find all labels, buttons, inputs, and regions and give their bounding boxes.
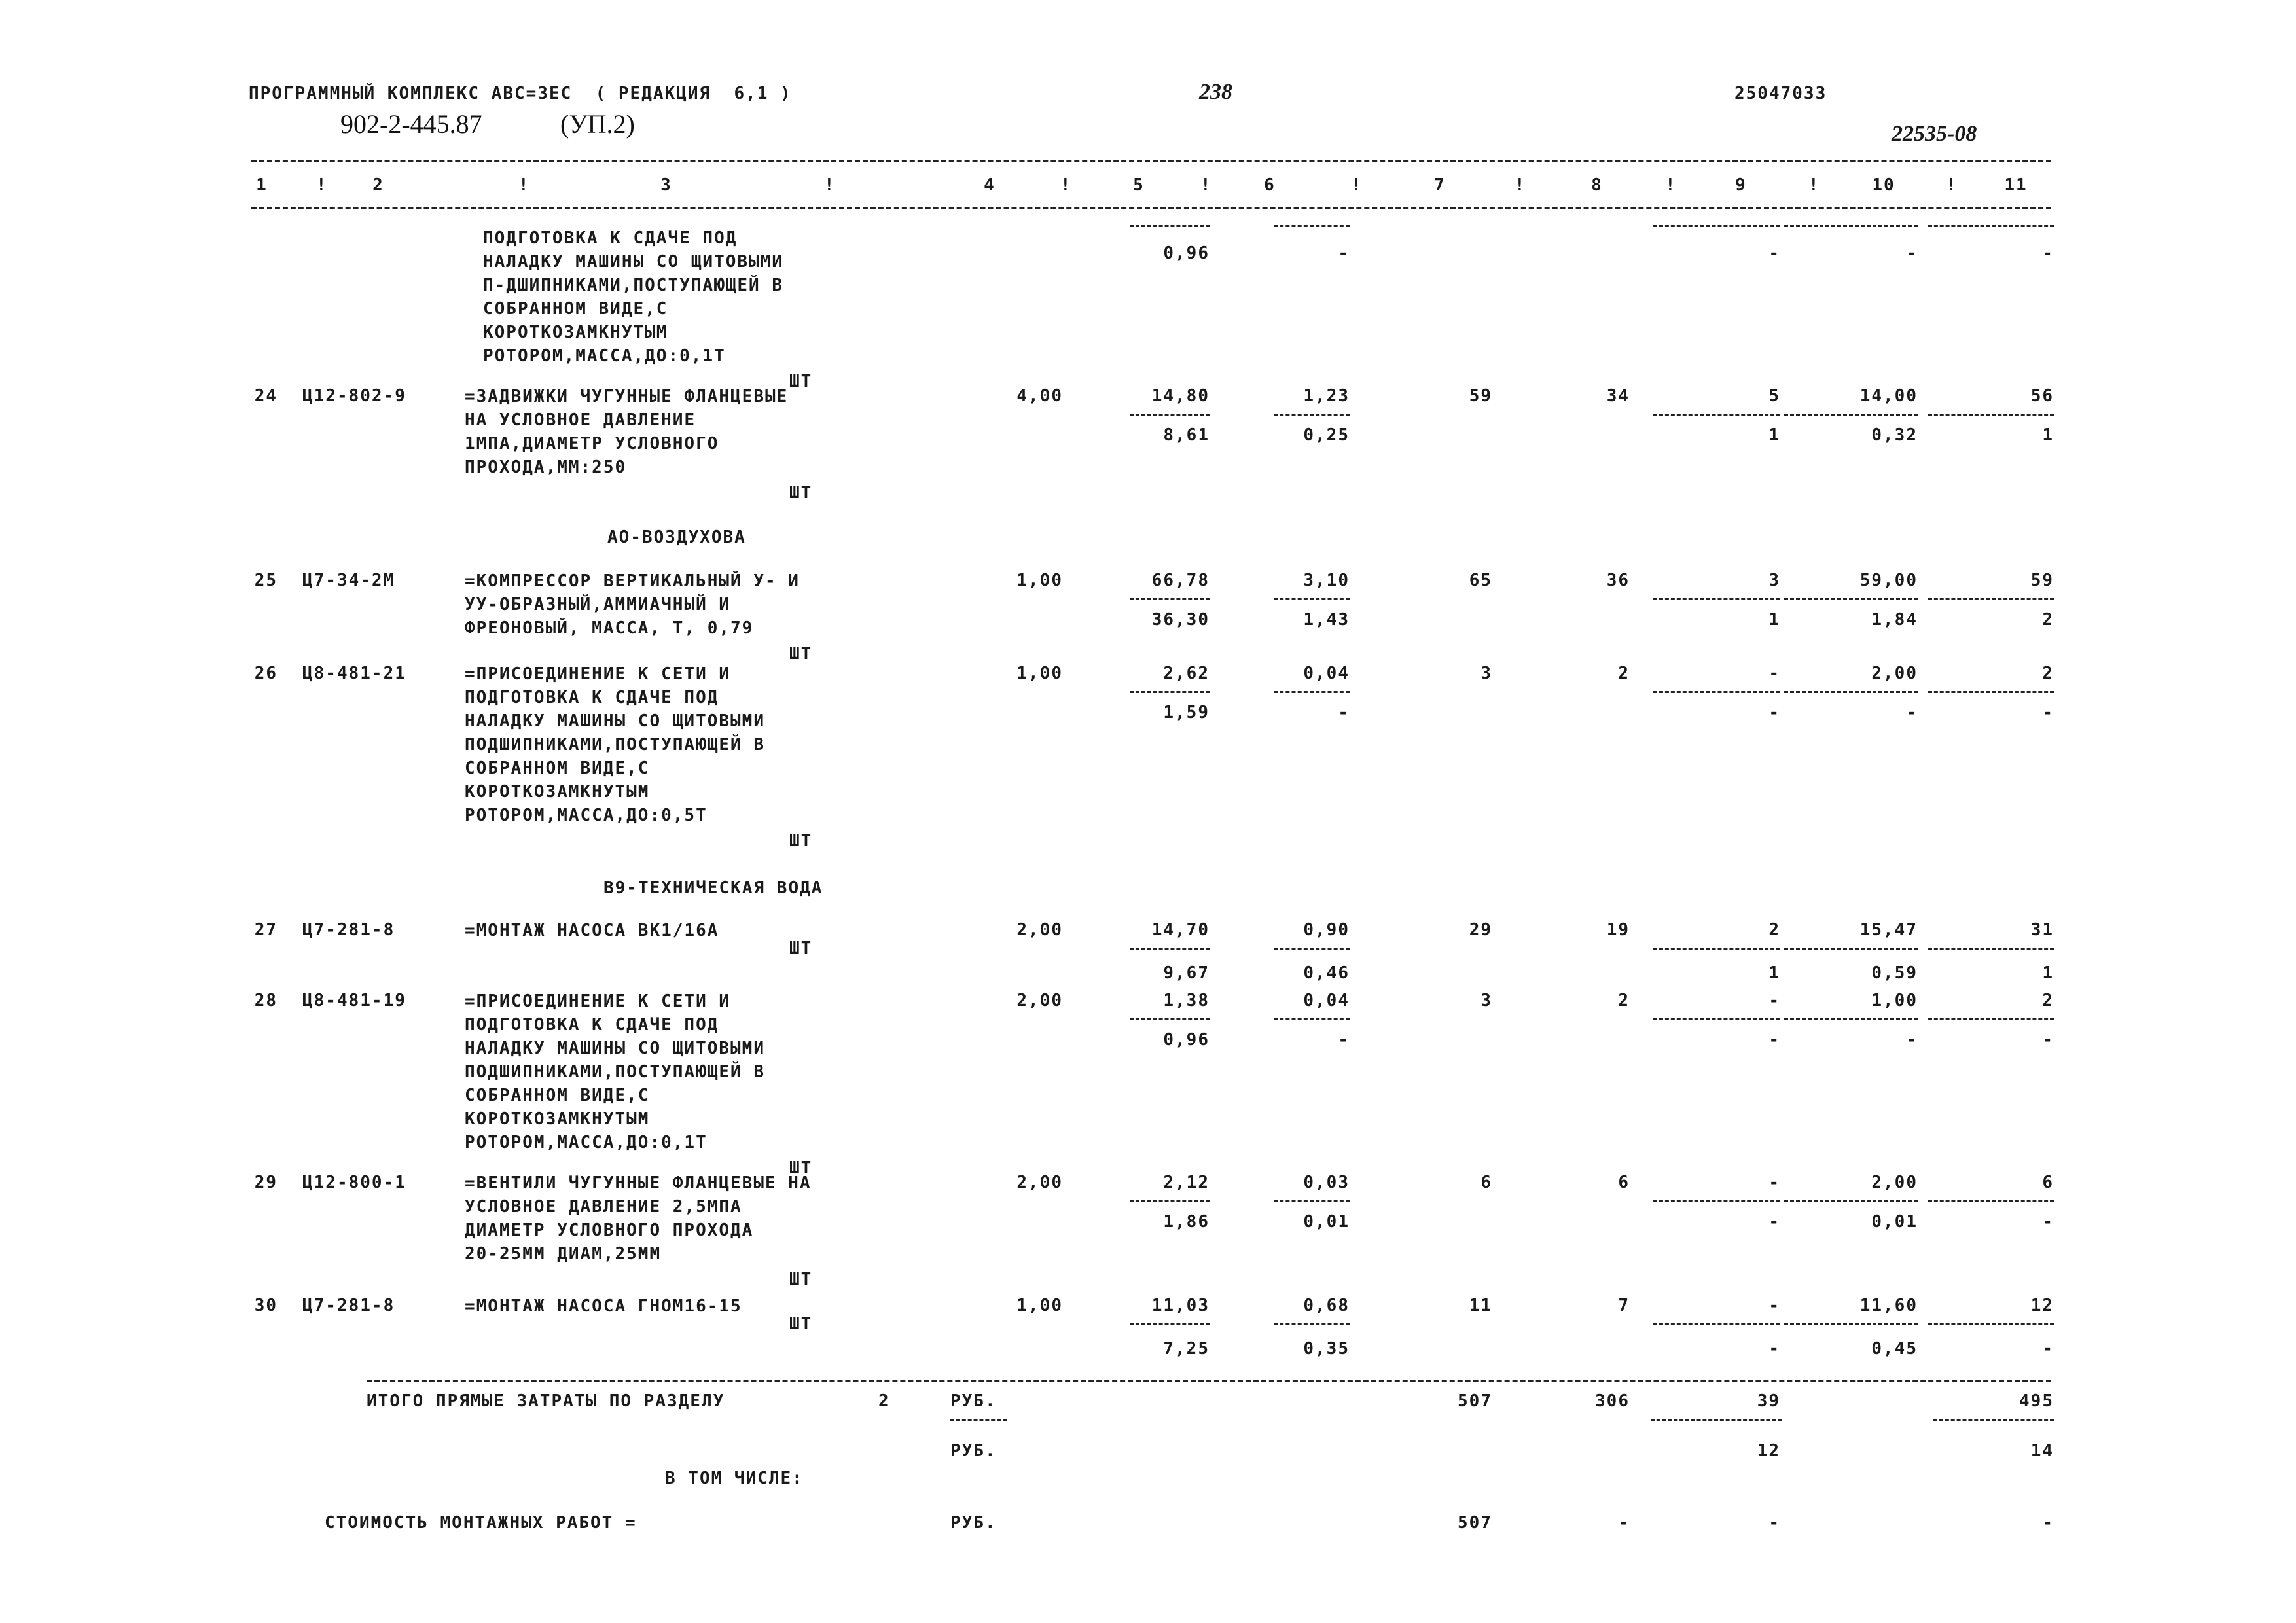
row-col6-top: 0,04 bbox=[1303, 664, 1350, 683]
row-col11-top: 2 bbox=[2042, 991, 2054, 1010]
cell-fraction-rule bbox=[1928, 1200, 2054, 1202]
description-line: УСЛОВНОЕ ДАВЛЕНИЕ 2,5МПА bbox=[465, 1197, 742, 1217]
cell-fraction-rule bbox=[1130, 414, 1210, 416]
cell-fraction-rule bbox=[1130, 691, 1210, 693]
row-col7: 29 bbox=[1469, 920, 1492, 940]
row-col5-top: 66,78 bbox=[1151, 571, 1210, 590]
row-number: 25 bbox=[254, 571, 278, 590]
album-number: (УП.2) bbox=[560, 109, 635, 139]
installation-col8: - bbox=[1618, 1513, 1630, 1533]
totals-col9-top: 39 bbox=[1757, 1391, 1780, 1411]
cell-fraction-rule bbox=[1274, 1018, 1350, 1020]
row-col10-bottom: - bbox=[1906, 1030, 1918, 1050]
row-description bbox=[465, 1171, 812, 1266]
column-header-1: 1 bbox=[256, 175, 268, 195]
cell-fraction-rule bbox=[1130, 225, 1210, 227]
cell-fraction-rule bbox=[1274, 1200, 1350, 1202]
installation-cost-unit: РУБ. bbox=[950, 1513, 997, 1533]
row-col10-bottom: 0,32 bbox=[1871, 425, 1918, 445]
cell-fraction-rule bbox=[1928, 1018, 2054, 1020]
row-col9-bottom: - bbox=[1768, 703, 1780, 722]
column-header-rule bbox=[251, 207, 2051, 209]
section-heading: В9-ТЕХНИЧЕСКАЯ ВОДА bbox=[603, 878, 823, 898]
cell-fraction-rule bbox=[1653, 1323, 1780, 1325]
description-line: РОТОРОМ,МАССА,ДО:0,1Т bbox=[465, 1133, 708, 1152]
description-line: СОБРАННОМ ВИДЕ,С bbox=[483, 299, 668, 319]
row-unit: ШТ bbox=[789, 1270, 813, 1289]
cell-fraction-rule bbox=[1784, 1200, 1918, 1202]
description-line: КОРОТКОЗАМКНУТЫМ bbox=[465, 782, 650, 802]
cell-fraction-rule bbox=[1928, 1323, 2054, 1325]
row-col5-bottom: 36,30 bbox=[1151, 610, 1210, 630]
row-col10-bottom: - bbox=[1906, 703, 1918, 722]
row-col6-top: 1,23 bbox=[1303, 386, 1350, 406]
column-separator: ! bbox=[824, 175, 836, 195]
row-col6-bottom: - bbox=[1338, 243, 1350, 263]
description-line: РОТОРОМ,МАССА,ДО:0,5Т bbox=[465, 806, 708, 825]
description-line: =ЗАДВИЖКИ ЧУГУННЫЕ ФЛАНЦЕВЫЕ bbox=[465, 387, 789, 406]
row-col5-top: 1,38 bbox=[1163, 991, 1210, 1010]
column-header-7: 7 bbox=[1434, 175, 1446, 195]
row-col9-bottom: 1 bbox=[1768, 610, 1780, 630]
row-price-code: Ц7-34-2М bbox=[302, 571, 395, 590]
row-col7: 65 bbox=[1469, 571, 1492, 590]
column-separator: ! bbox=[1351, 175, 1363, 195]
row-col4: 1,00 bbox=[1016, 664, 1063, 683]
row-description bbox=[465, 919, 719, 942]
row-col6-top: 0,04 bbox=[1303, 991, 1350, 1010]
row-col4: 2,00 bbox=[1016, 1173, 1063, 1192]
description-line: П-ДШИПНИКАМИ,ПОСТУПАЮЩЕЙ В bbox=[483, 276, 783, 295]
row-col6-bottom: - bbox=[1338, 703, 1350, 722]
row-col11-bottom: - bbox=[2042, 1212, 2054, 1232]
cell-fraction-rule bbox=[1130, 1323, 1210, 1325]
column-separator: ! bbox=[316, 175, 328, 195]
column-header-2: 2 bbox=[372, 175, 384, 195]
row-col10-top: 11,60 bbox=[1859, 1296, 1918, 1315]
cell-fraction-rule bbox=[1653, 1018, 1780, 1020]
row-col10-bottom: 0,45 bbox=[1871, 1339, 1918, 1359]
row-col5-bottom: 8,61 bbox=[1163, 425, 1210, 445]
description-line: УУ-ОБРАЗНЫЙ,АММИАЧНЫЙ И bbox=[465, 595, 731, 615]
row-col9-bottom: - bbox=[1768, 243, 1780, 263]
description-line: 20-25ММ ДИАМ,25ММ bbox=[465, 1244, 662, 1264]
description-line: ПОДГОТОВКА К СДАЧЕ ПОД bbox=[483, 228, 738, 248]
description-line: КОРОТКОЗАМКНУТЫМ bbox=[483, 323, 668, 342]
description-line: СОБРАННОМ ВИДЕ,С bbox=[465, 1086, 650, 1105]
row-col5-top: 14,70 bbox=[1151, 920, 1210, 940]
row-col10-top: 2,00 bbox=[1871, 664, 1918, 683]
row-col6-bottom: 1,43 bbox=[1303, 610, 1350, 630]
row-col8: 2 bbox=[1618, 664, 1630, 683]
totals-col8: 306 bbox=[1595, 1391, 1630, 1411]
row-price-code: Ц8-481-19 bbox=[302, 991, 406, 1010]
row-unit: ШТ bbox=[789, 831, 813, 851]
row-number: 24 bbox=[254, 386, 278, 406]
cell-fraction-rule bbox=[1274, 414, 1350, 416]
cell-fraction-rule bbox=[1653, 1200, 1780, 1202]
row-col5-bottom: 0,96 bbox=[1163, 243, 1210, 263]
cell-fraction-rule bbox=[1130, 1018, 1210, 1020]
row-col9-bottom: - bbox=[1768, 1339, 1780, 1359]
row-price-code: Ц12-802-9 bbox=[302, 386, 406, 406]
cell-fraction-rule bbox=[1653, 948, 1780, 950]
description-line: =ПРИСОЕДИНЕНИЕ К СЕТИ И bbox=[465, 664, 731, 684]
cell-fraction-rule bbox=[1274, 598, 1350, 600]
row-col5-bottom: 1,59 bbox=[1163, 703, 1210, 722]
column-separator: ! bbox=[1665, 175, 1677, 195]
row-col10-bottom: 1,84 bbox=[1871, 610, 1918, 630]
row-description bbox=[465, 662, 765, 827]
description-line: КОРОТКОЗАМКНУТЫМ bbox=[465, 1109, 650, 1129]
row-number: 30 bbox=[254, 1296, 278, 1315]
row-col4: 2,00 bbox=[1016, 920, 1063, 940]
row-unit: ШТ bbox=[789, 1158, 813, 1178]
cell-fraction-rule bbox=[1653, 598, 1780, 600]
row-col8: 6 bbox=[1618, 1173, 1630, 1192]
row-col6-top: 0,03 bbox=[1303, 1173, 1350, 1192]
row-col9-top: 3 bbox=[1768, 571, 1780, 590]
row-col5-bottom: 0,96 bbox=[1163, 1030, 1210, 1050]
column-header-10: 10 bbox=[1872, 175, 1895, 195]
row-col9-bottom: 1 bbox=[1768, 963, 1780, 983]
row-col7: 59 bbox=[1469, 386, 1492, 406]
totals-col11-top: 495 bbox=[2019, 1391, 2054, 1411]
totals-col11-rule bbox=[1933, 1419, 2054, 1421]
cell-fraction-rule bbox=[1928, 414, 2054, 416]
cell-fraction-rule bbox=[1784, 1018, 1918, 1020]
cell-fraction-rule bbox=[1784, 1323, 1918, 1325]
row-col5-top: 14,80 bbox=[1151, 386, 1210, 406]
row-col9-bottom: - bbox=[1768, 1212, 1780, 1232]
installation-col7: 507 bbox=[1458, 1513, 1492, 1533]
row-col8: 34 bbox=[1606, 386, 1630, 406]
row-description bbox=[483, 226, 783, 368]
column-header-4: 4 bbox=[984, 175, 996, 195]
totals-unit-1: РУБ. bbox=[950, 1391, 997, 1411]
description-line: ПОДГОТОВКА К СДАЧЕ ПОД bbox=[465, 688, 719, 707]
row-col10-bottom: 0,59 bbox=[1871, 963, 1918, 983]
row-col7: 3 bbox=[1480, 664, 1492, 683]
document-code: 25047033 bbox=[1734, 84, 1827, 103]
row-col6-top: 3,10 bbox=[1303, 571, 1350, 590]
row-col11-top: 59 bbox=[2030, 571, 2054, 590]
row-unit: ШТ bbox=[789, 483, 813, 503]
totals-label: ИТОГО ПРЯМЫЕ ЗАТРАТЫ ПО РАЗДЕЛУ bbox=[367, 1391, 725, 1411]
description-line: НАЛАДКУ МАШИНЫ СО ЩИТОВЫМИ bbox=[465, 1039, 765, 1058]
row-col6-top: 0,68 bbox=[1303, 1296, 1350, 1315]
description-line: РОТОРОМ,МАССА,ДО:0,1Т bbox=[483, 346, 726, 366]
row-description bbox=[465, 990, 765, 1154]
row-col9-top: - bbox=[1768, 664, 1780, 683]
program-title: ПРОГРАММНЫЙ КОМПЛЕКС АВС=3ЕС ( РЕДАКЦИЯ 6,1 ) bbox=[249, 84, 792, 103]
row-price-code: Ц7-281-8 bbox=[302, 1296, 395, 1315]
including-label: В ТОМ ЧИСЛЕ: bbox=[665, 1469, 804, 1488]
column-header-6: 6 bbox=[1264, 175, 1276, 195]
column-separator: ! bbox=[518, 175, 530, 195]
column-separator: ! bbox=[1515, 175, 1526, 195]
row-col10-top: 2,00 bbox=[1871, 1173, 1918, 1192]
row-number: 27 bbox=[254, 920, 278, 940]
row-col9-top: - bbox=[1768, 1173, 1780, 1192]
description-line: =ВЕНТИЛИ ЧУГУННЫЕ ФЛАНЦЕВЫЕ НА bbox=[465, 1173, 812, 1193]
row-col9-top: - bbox=[1768, 1296, 1780, 1315]
section-heading: АО-ВОЗДУХОВА bbox=[607, 527, 746, 547]
description-line: ФРЕОНОВЫЙ, МАССА, Т, 0,79 bbox=[465, 618, 754, 638]
cell-fraction-rule bbox=[1653, 414, 1780, 416]
cell-fraction-rule bbox=[1274, 225, 1350, 227]
row-col11-top: 31 bbox=[2030, 920, 2054, 940]
row-col6-bottom: 0,46 bbox=[1303, 963, 1350, 983]
cell-fraction-rule bbox=[1274, 1323, 1350, 1325]
cell-fraction-rule bbox=[1653, 691, 1780, 693]
row-col5-top: 2,62 bbox=[1163, 664, 1210, 683]
column-separator: ! bbox=[1200, 175, 1212, 195]
description-line: ПОДШИПНИКАМИ,ПОСТУПАЮЩЕЙ В bbox=[465, 1062, 765, 1082]
row-col11-bottom: - bbox=[2042, 1030, 2054, 1050]
row-number: 29 bbox=[254, 1173, 278, 1192]
row-col10-bottom: - bbox=[1906, 243, 1918, 263]
row-col8: 2 bbox=[1618, 991, 1630, 1010]
row-col11-bottom: 2 bbox=[2042, 610, 2054, 630]
description-line: ПОДШИПНИКАМИ,ПОСТУПАЮЩЕЙ В bbox=[465, 735, 765, 755]
description-line: =МОНТАЖ НАСОСА ВК1/16А bbox=[465, 921, 719, 940]
description-line: НАЛАДКУ МАШИНЫ СО ЩИТОВЫМИ bbox=[483, 252, 783, 272]
row-col9-top: - bbox=[1768, 991, 1780, 1010]
page-number: 238 bbox=[1199, 80, 1232, 104]
row-col6-bottom: 0,01 bbox=[1303, 1212, 1350, 1232]
row-col6-bottom: 0,35 bbox=[1303, 1339, 1350, 1359]
row-col9-bottom: 1 bbox=[1768, 425, 1780, 445]
column-separator: ! bbox=[1060, 175, 1072, 195]
row-col10-bottom: 0,01 bbox=[1871, 1212, 1918, 1232]
installation-cost-label: СТОИМОСТЬ МОНТАЖНЫХ РАБОТ = bbox=[325, 1513, 637, 1533]
row-description bbox=[465, 569, 800, 640]
description-line: НАЛАДКУ МАШИНЫ СО ЩИТОВЫМИ bbox=[465, 711, 765, 731]
totals-col9-bottom: 12 bbox=[1757, 1441, 1780, 1461]
totals-col7: 507 bbox=[1458, 1391, 1492, 1411]
cell-fraction-rule bbox=[1130, 948, 1210, 950]
cell-fraction-rule bbox=[1784, 598, 1918, 600]
column-header-9: 9 bbox=[1735, 175, 1747, 195]
column-header-8: 8 bbox=[1591, 175, 1603, 195]
description-line: ДИАМЕТР УСЛОВНОГО ПРОХОДА bbox=[465, 1221, 754, 1240]
cell-fraction-rule bbox=[1928, 225, 2054, 227]
row-col6-top: 0,90 bbox=[1303, 920, 1350, 940]
description-line: =ПРИСОЕДИНЕНИЕ К СЕТИ И bbox=[465, 991, 731, 1011]
cell-fraction-rule bbox=[1784, 414, 1918, 416]
description-line: ПРОХОДА,ММ:250 bbox=[465, 457, 627, 477]
cell-fraction-rule bbox=[1928, 948, 2054, 950]
column-header-11: 11 bbox=[2004, 175, 2028, 195]
sheet-number: 22535-08 bbox=[1892, 122, 1977, 146]
cell-fraction-rule bbox=[1928, 691, 2054, 693]
cell-fraction-rule bbox=[1653, 225, 1780, 227]
totals-unit-rule bbox=[950, 1419, 1007, 1421]
row-col6-bottom: 0,25 bbox=[1303, 425, 1350, 445]
table-top-rule bbox=[251, 160, 2051, 162]
row-price-code: Ц12-800-1 bbox=[302, 1173, 406, 1192]
row-col7: 6 bbox=[1480, 1173, 1492, 1192]
row-col4: 1,00 bbox=[1016, 1296, 1063, 1315]
row-col11-top: 6 bbox=[2042, 1173, 2054, 1192]
description-line: =МОНТАЖ НАСОСА ГНОМ16-15 bbox=[465, 1296, 742, 1316]
row-col11-top: 12 bbox=[2030, 1296, 2054, 1315]
cell-fraction-rule bbox=[1784, 948, 1918, 950]
row-col11-bottom: - bbox=[2042, 243, 2054, 263]
row-col9-bottom: - bbox=[1768, 1030, 1780, 1050]
row-col4: 2,00 bbox=[1016, 991, 1063, 1010]
row-col10-top: 14,00 bbox=[1859, 386, 1918, 406]
cell-fraction-rule bbox=[1274, 691, 1350, 693]
row-unit: ШТ bbox=[789, 1314, 813, 1334]
row-unit: ШТ bbox=[789, 372, 813, 391]
column-separator: ! bbox=[1946, 175, 1958, 195]
row-description bbox=[465, 1294, 742, 1318]
row-col11-bottom: - bbox=[2042, 703, 2054, 722]
cell-fraction-rule bbox=[1784, 691, 1918, 693]
row-col5-top: 11,03 bbox=[1151, 1296, 1210, 1315]
row-col10-top: 15,47 bbox=[1859, 920, 1918, 940]
cell-fraction-rule bbox=[1130, 1200, 1210, 1202]
column-header-5: 5 bbox=[1133, 175, 1145, 195]
installation-col11: - bbox=[2042, 1513, 2054, 1533]
row-col9-top: 2 bbox=[1768, 920, 1780, 940]
totals-unit-2: РУБ. bbox=[950, 1441, 997, 1461]
totals-rule bbox=[367, 1380, 2051, 1382]
row-col4: 4,00 bbox=[1016, 386, 1063, 406]
row-number: 26 bbox=[254, 664, 278, 683]
description-line: ПОДГОТОВКА К СДАЧЕ ПОД bbox=[465, 1015, 719, 1035]
row-col10-top: 59,00 bbox=[1859, 571, 1918, 590]
row-col6-bottom: - bbox=[1338, 1030, 1350, 1050]
row-description bbox=[465, 385, 788, 479]
cell-fraction-rule bbox=[1784, 225, 1918, 227]
row-col9-top: 5 bbox=[1768, 386, 1780, 406]
column-separator: ! bbox=[1808, 175, 1820, 195]
row-col11-bottom: - bbox=[2042, 1339, 2054, 1359]
cell-fraction-rule bbox=[1274, 948, 1350, 950]
cell-fraction-rule bbox=[1928, 598, 2054, 600]
row-col4: 1,00 bbox=[1016, 571, 1063, 590]
row-col11-top: 56 bbox=[2030, 386, 2054, 406]
row-col7: 3 bbox=[1480, 991, 1492, 1010]
installation-col9: - bbox=[1768, 1513, 1780, 1533]
row-col5-bottom: 1,86 bbox=[1163, 1212, 1210, 1232]
description-line: СОБРАННОМ ВИДЕ,С bbox=[465, 758, 650, 778]
row-col5-top: 2,12 bbox=[1163, 1173, 1210, 1192]
row-col10-top: 1,00 bbox=[1871, 991, 1918, 1010]
row-unit: ШТ bbox=[789, 938, 813, 958]
row-number: 28 bbox=[254, 991, 278, 1010]
description-line: 1МПА,ДИАМЕТР УСЛОВНОГО bbox=[465, 434, 719, 454]
row-col7: 11 bbox=[1469, 1296, 1492, 1315]
row-col8: 36 bbox=[1606, 571, 1630, 590]
project-number: 902-2-445.87 bbox=[340, 109, 482, 139]
cell-fraction-rule bbox=[1130, 598, 1210, 600]
row-col11-bottom: 1 bbox=[2042, 425, 2054, 445]
row-price-code: Ц7-281-8 bbox=[302, 920, 395, 940]
row-col5-bottom: 9,67 bbox=[1163, 963, 1210, 983]
row-col8: 19 bbox=[1606, 920, 1630, 940]
totals-col9-rule bbox=[1651, 1419, 1782, 1421]
column-header-3: 3 bbox=[660, 175, 672, 195]
totals-col11-bottom: 14 bbox=[2030, 1441, 2054, 1461]
description-line: =КОМПРЕССОР ВЕРТИКАЛЬНЫЙ У- И bbox=[465, 571, 800, 591]
row-col11-top: 2 bbox=[2042, 664, 2054, 683]
row-price-code: Ц8-481-21 bbox=[302, 664, 406, 683]
row-col11-bottom: 1 bbox=[2042, 963, 2054, 983]
totals-section-number: 2 bbox=[878, 1391, 890, 1411]
row-col8: 7 bbox=[1618, 1296, 1630, 1315]
row-col5-bottom: 7,25 bbox=[1163, 1339, 1210, 1359]
description-line: НА УСЛОВНОЕ ДАВЛЕНИЕ bbox=[465, 410, 696, 430]
row-unit: ШТ bbox=[789, 644, 813, 664]
